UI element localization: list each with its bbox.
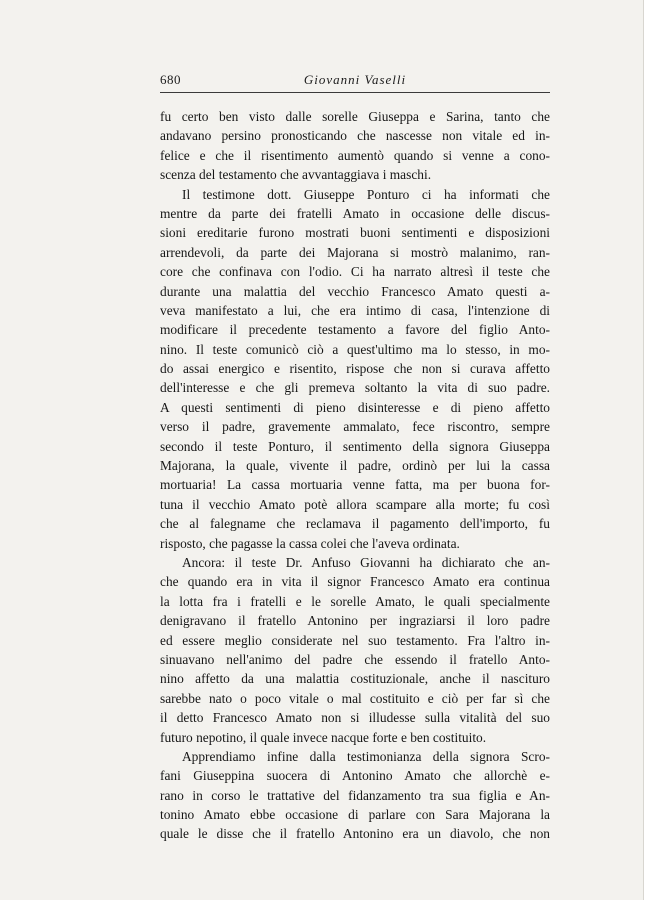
text-line: che al falegname che reclamava il pagamento dell'importo, fu <box>160 516 550 532</box>
text-line: Apprendiamo infine dalla testimonianza della signora Scro- <box>182 748 550 764</box>
text-line: quale le disse che il fratello Antonino era un diavolo, che non <box>160 826 550 842</box>
text-line: sarebbe nato o poco vitale o mal costituito e ciò per far sì che <box>160 690 550 706</box>
running-head: Giovanni Vaselli <box>303 72 407 87</box>
text-line: rano in corso le trattative del fidanzamento tra sua figlia e An- <box>160 787 550 803</box>
page-edge <box>643 0 658 900</box>
text-line: fani Giuseppina suocera di Antonino Amato che allorchè e- <box>160 768 550 784</box>
text-line: A questi sentimenti di pieno disinteresse e di pieno affetto <box>160 399 550 415</box>
text-line: andavano persino pronosticando che nascesse non vitale ed in- <box>160 128 550 144</box>
page-header <box>160 72 550 94</box>
text-line: risposto, che pagasse la cassa colei che l'aveva ordinata. <box>160 535 460 551</box>
text-line: mortuaria! La cassa mortuaria venne fatta, ma per buona for- <box>160 477 550 493</box>
text-line: che quando era in vita il signor Francesco Amato era continua <box>160 574 550 590</box>
paragraph <box>160 747 550 844</box>
text-line: tuna il vecchio Amato potè allora scampare alla morte; fu così <box>160 496 550 512</box>
text-line: modificare il precedente testamento a favore del figlio Anto- <box>160 322 550 338</box>
text-line: nino affetto da una malattia costituzionale, anche il nascituro <box>160 671 550 687</box>
text-line: scenza del testamento che avvantaggiava i maschi. <box>160 167 432 183</box>
text-line: nino. Il teste comunicò ciò a quest'ultimo ma lo stesso, in mo- <box>160 341 550 357</box>
text-line: sioni ereditarie furono mostrati buoni sentimenti e disposizioni <box>160 225 550 241</box>
body-text <box>160 107 550 844</box>
text-line: mentre da parte dei fratelli Amato in occasione delle discus- <box>160 205 550 221</box>
text-line: verso il padre, gravemente ammalato, fece riscontro, sempre <box>160 419 550 435</box>
text-line: durante una malattia del vecchio Francesco Amato questi a- <box>160 283 550 299</box>
text-line: core che confinava con l'odio. Ci ha narrato altresì il teste che <box>160 264 550 280</box>
paragraph <box>160 185 550 553</box>
text-line: tonino Amato ebbe occasione di parlare con Sara Majorana la <box>160 807 550 823</box>
text-line: ed essere meglio considerate nel suo testamento. Fra l'altro in- <box>160 632 550 648</box>
paragraph <box>160 107 550 185</box>
page-number: 680 <box>160 72 181 87</box>
header-rule <box>160 92 550 93</box>
text-line: fu certo ben visto dalle sorelle Giuseppa e Sarina, tanto che <box>160 109 550 124</box>
text-line: il detto Francesco Amato non si illudesse sulla vitalità del suo <box>160 710 550 726</box>
text-line: futuro nepotino, il quale invece nacque forte e ben costituito. <box>160 729 487 745</box>
text-line: dell'interesse e che gli premeva soltanto la vita di suo padre. <box>160 380 550 396</box>
text-line: Ancora: il teste Dr. Anfuso Giovanni ha dichiarato che an- <box>182 554 550 570</box>
text-line: sinuavano nell'animo del padre che essendo il fratello Anto- <box>160 651 550 667</box>
text-line: secondo il teste Ponturo, il sentimento della signora Giuseppa <box>160 438 550 454</box>
text-line: Il testimone dott. Giuseppe Ponturo ci ha informati che <box>182 186 550 202</box>
text-line: felice e che il risentimento aumentò quando si venne a cono- <box>160 147 550 163</box>
text-line: veva manifestato a lui, che era intimo di casa, l'intenzione di <box>160 302 550 318</box>
text-line: Majorana, la quale, vivente il padre, ordinò per lui la cassa <box>160 458 550 474</box>
text-line: do assai energico e risentito, rispose che non si curava affetto <box>160 361 550 377</box>
paragraph <box>160 553 550 747</box>
text-line: denigravano il fratello Antonino per ingraziarsi il loro padre <box>160 613 550 629</box>
text-line: arrendevoli, da parte dei Majorana si mostrò malanimo, ran- <box>160 244 550 260</box>
text-line: la lotta fra i fratelli e le sorelle Amato, le quali specialmente <box>160 593 550 609</box>
